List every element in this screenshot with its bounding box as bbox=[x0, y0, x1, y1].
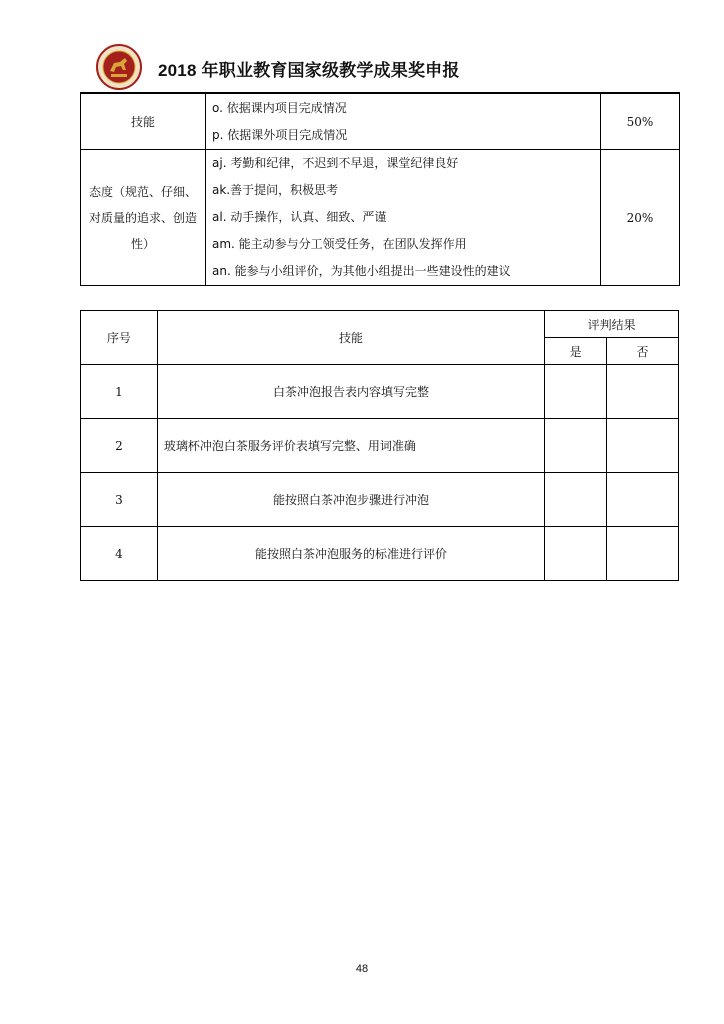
result-header: 评判结果 bbox=[545, 311, 679, 338]
table-row bbox=[81, 419, 679, 473]
index-header: 序号 bbox=[81, 311, 158, 365]
skill-cell: 能按照白茶冲泡步骤进行冲泡 bbox=[157, 473, 544, 527]
criterion-item: am. 能主动参与分工领受任务，在团队发挥作用 bbox=[212, 237, 467, 251]
yes-cell bbox=[545, 365, 607, 419]
header-row bbox=[81, 311, 679, 338]
skill-cell: 能按照白茶冲泡服务的标准进行评价 bbox=[157, 527, 544, 581]
no-cell bbox=[607, 473, 679, 527]
criterion-item: aj. 考勤和纪律，不迟到不早退，课堂纪律良好 bbox=[212, 156, 459, 170]
criterion-item: al. 动手操作，认真、细致、严谨 bbox=[212, 210, 387, 224]
skill-check-table bbox=[80, 310, 679, 581]
no-cell bbox=[607, 419, 679, 473]
skill-cell: 白茶冲泡报告表内容填写完整 bbox=[157, 365, 544, 419]
yes-cell bbox=[545, 419, 607, 473]
evaluation-weight-table bbox=[80, 93, 680, 286]
skill-header: 技能 bbox=[157, 311, 544, 365]
skill-cell: 玻璃杯冲泡白茶服务评价表填写完整、用词准确 bbox=[157, 419, 544, 473]
criterion-item: an. 能参与小组评价，为其他小组提出一些建设性的建议 bbox=[212, 264, 511, 278]
index-cell: 3 bbox=[81, 473, 158, 527]
no-cell bbox=[607, 365, 679, 419]
page-number: 48 bbox=[355, 963, 369, 975]
yes-cell bbox=[545, 473, 607, 527]
index-cell: 2 bbox=[81, 419, 158, 473]
criteria-cell bbox=[206, 94, 601, 150]
criterion-item: p. 依据课外项目完成情况 bbox=[212, 127, 348, 142]
table-row bbox=[81, 365, 679, 419]
index-cell: 1 bbox=[81, 365, 158, 419]
criterion-item: o. 依据课内项目完成情况 bbox=[212, 100, 347, 115]
table-row bbox=[81, 527, 679, 581]
page-title: 2018 年职业教育国家级教学成果奖申报 bbox=[158, 61, 460, 80]
yes-header: 是 bbox=[545, 338, 607, 365]
no-header: 否 bbox=[607, 338, 679, 365]
criteria-cell bbox=[206, 150, 601, 286]
table-row bbox=[81, 94, 680, 150]
yes-cell bbox=[545, 527, 607, 581]
category-cell: 技能 bbox=[81, 94, 206, 150]
weight-cell: 50% bbox=[601, 94, 680, 150]
no-cell bbox=[607, 527, 679, 581]
school-emblem-icon bbox=[96, 44, 142, 90]
category-cell: 态度（规范、仔细、对质量的追求、创造性） bbox=[81, 150, 206, 286]
weight-cell: 20% bbox=[601, 150, 680, 286]
index-cell: 4 bbox=[81, 527, 158, 581]
criterion-item: ak.善于提问，积极思考 bbox=[212, 183, 339, 197]
table-row bbox=[81, 150, 680, 286]
table-row bbox=[81, 473, 679, 527]
